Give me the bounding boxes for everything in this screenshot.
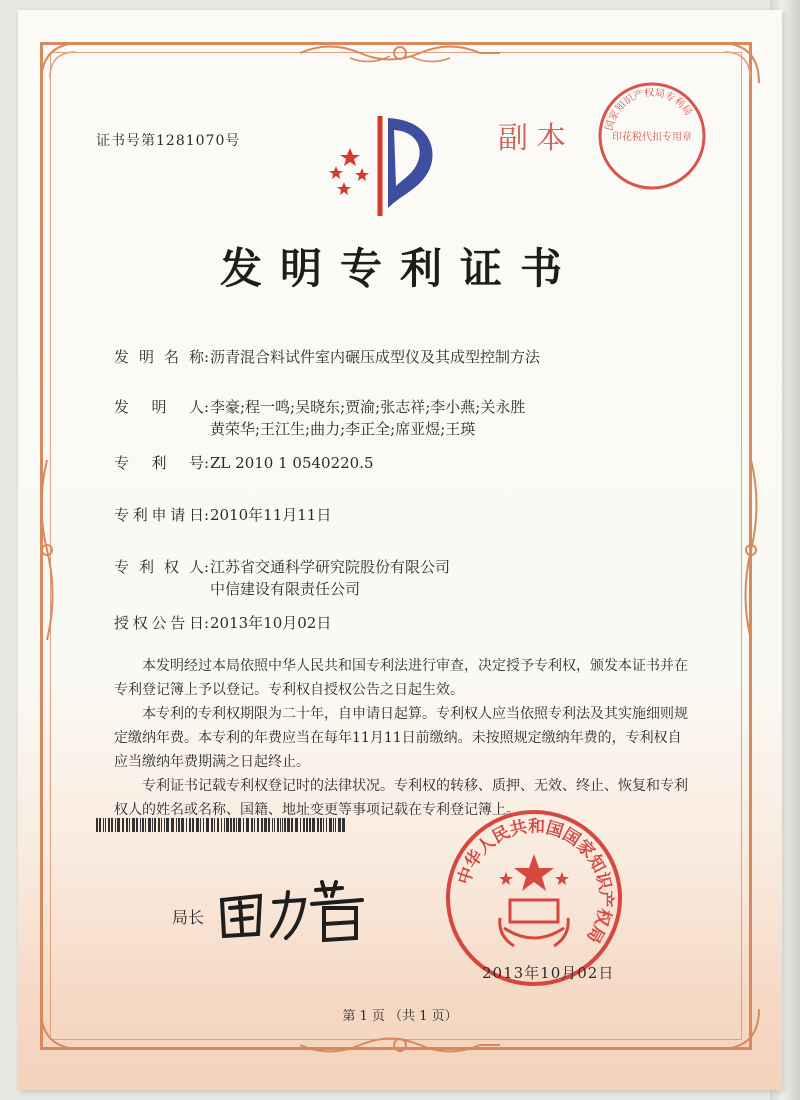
field-patent-number: 专利号: ZL 2010 1 0540220.5 [114, 454, 374, 472]
field-label: 发明人 [114, 398, 204, 416]
field-application-date: 专利申请日: 2010年11月11日 [114, 506, 332, 524]
page-title: 发明专利证书 [219, 244, 580, 293]
page-footer: 第 1 页 （共 1 页） [342, 1009, 458, 1024]
field-value: 中信建设有限责任公司 [210, 580, 361, 598]
top-ornament [290, 40, 510, 66]
field-inventors: 发明人: 李豪;程一鸣;吴晓东;贾渝;张志祥;李小燕;关永胜 黄荣华;王江生;曲力;李正全;席亚煜;王瑛 [114, 398, 526, 438]
field-value: 江苏省交通科学研究院股份有限公司 [210, 558, 451, 576]
svg-text:印花税代扣专用章: 印花税代扣专用章 [612, 132, 692, 143]
corner-ornament-tl [36, 38, 86, 88]
official-seal [444, 808, 624, 988]
tax-seal [596, 80, 708, 192]
director-signature [212, 878, 372, 950]
seal-date: 2013年10月02日 [482, 964, 615, 982]
body-paragraph: 本发明经过本局依照中华人民共和国专利法进行审查，决定授予专利权，颁发本证书并在专利登记簿上予以登记。专利权自授权公告之日起生效。 [114, 658, 688, 698]
field-label: 发明名称 [114, 348, 204, 366]
field-label: 授权公告日 [114, 614, 204, 632]
patent-office-logo [318, 108, 448, 218]
field-value: 2010年11月11日 [210, 506, 332, 524]
bottom-ornament [290, 1032, 510, 1058]
field-value: ZL 2010 1 0540220.5 [210, 454, 374, 472]
body-paragraph: 本专利的专利权期限为二十年，自申请日起算。专利权人应当依照专利法及其实施细则规定缴纳年费。本专利的年费应当在每年11月11日前缴纳。未按照规定缴纳年费的，专利权自应当缴纳年费期满之日起终止。 [114, 706, 688, 770]
field-value: 李豪;程一鸣;吴晓东;贾渝;张志祥;李小燕;关永胜 [210, 398, 526, 416]
field-grant-date: 授权公告日: 2013年10月02日 [114, 614, 332, 632]
field-patentee: 专利权人: 江苏省交通科学研究院股份有限公司 中信建设有限责任公司 [114, 558, 451, 598]
left-ornament [36, 460, 58, 640]
corner-ornament-tr [714, 38, 764, 88]
svg-text:中华人民共和国国家知识产权局: 中华人民共和国国家知识产权局 [454, 816, 616, 947]
field-value: 沥青混合料试件室内碾压成型仪及其成型控制方法 [210, 348, 541, 366]
barcode [96, 818, 346, 832]
field-value: 2013年10月02日 [210, 614, 332, 632]
field-label: 专利申请日 [114, 506, 204, 524]
director-title: 局长 [172, 908, 205, 927]
copy-stamp: 副本 [498, 121, 574, 156]
field-label: 专利权人 [114, 558, 204, 576]
certificate-number: 证书号第1281070号 [96, 133, 241, 149]
body-paragraph: 专利证书记载专利权登记时的法律状况。专利权的转移、质押、无效、终止、恢复和专利权人的姓名或名称、国籍、地址变更等事项记载在专利登记簿上。 [114, 778, 688, 818]
svg-text:国家知识产权局专利局: 国家知识产权局专利局 [604, 87, 694, 132]
field-invention-name: 发明名称: 沥青混合料试件室内碾压成型仪及其成型控制方法 [114, 348, 541, 366]
field-value: 黄荣华;王江生;曲力;李正全;席亚煜;王瑛 [210, 420, 476, 438]
field-label: 专利号 [114, 454, 204, 472]
right-ornament [740, 460, 762, 640]
